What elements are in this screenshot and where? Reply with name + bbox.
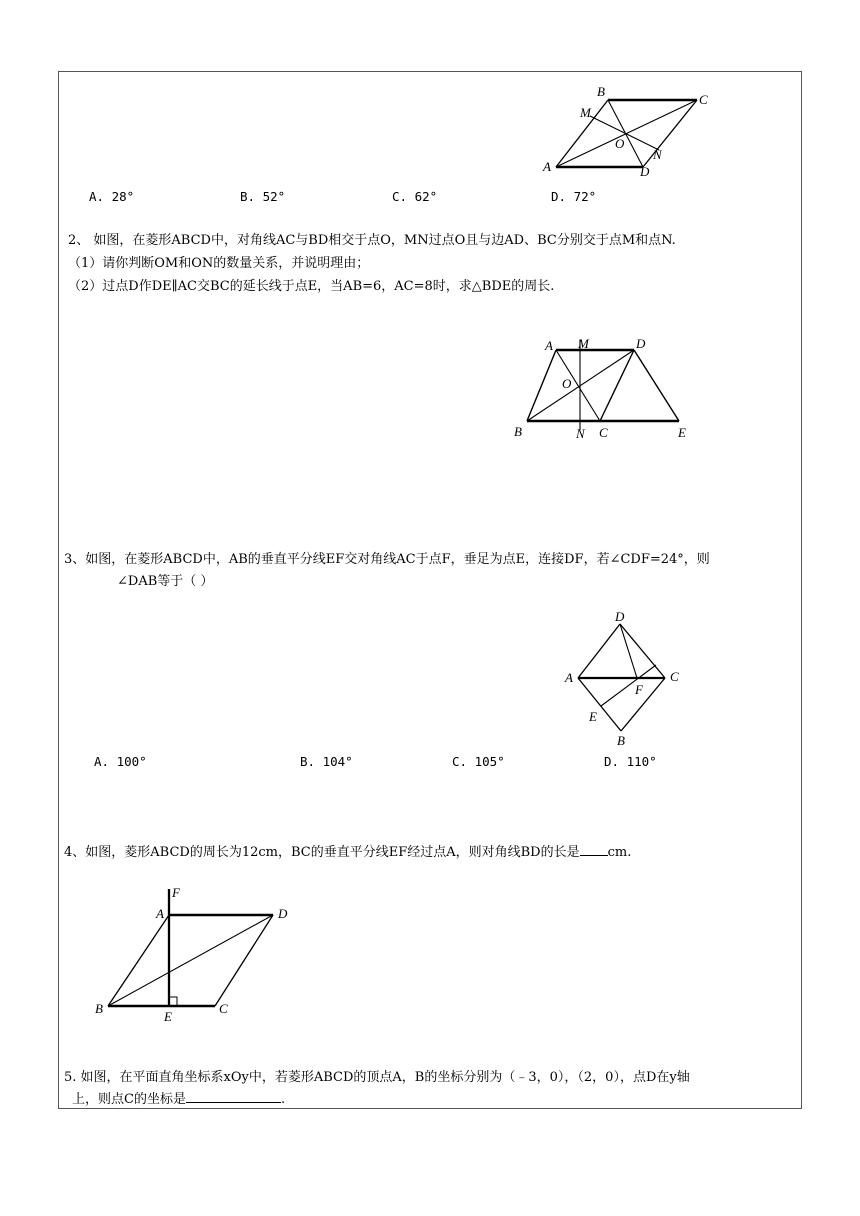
- q2-text-line2: （1）请你判断OM和ON的数量关系，并说明理由；: [68, 256, 370, 271]
- q5-text-after: .: [280, 1092, 286, 1107]
- q4-label-b: B: [95, 1001, 103, 1016]
- q4-label-e: E: [164, 1009, 172, 1024]
- q2-text-line1: 2、 如图，在菱形ABCD中，对角线AC与BD相交于点O，MN过点O且与边AD、BC分别交于点M和点N.: [68, 233, 676, 248]
- q1-figure: [535, 85, 715, 185]
- q3-text-line1: 3、如图，在菱形ABCD中，AB的垂直平分线EF交对角线AC于点F，垂足为点E，连接DF，若∠CDF=24°，则: [64, 552, 710, 567]
- q3-option-d: D. 110°: [604, 754, 657, 769]
- q5-text-line2: [72, 1092, 285, 1108]
- q2-label-c: C: [599, 425, 608, 440]
- q5-text-line1: 5. 如图，在平面直角坐标系xOy中，若菱形ABCD的顶点A，B的坐标分别为（﹣3，0），（2，0），点D在y轴: [64, 1070, 690, 1085]
- q4-text-after: cm.: [607, 845, 632, 860]
- q3-label-a: A: [565, 670, 573, 685]
- q1-option-b: B. 52°: [240, 189, 286, 204]
- q1-label-m: M: [580, 105, 591, 120]
- q5-answer-blank[interactable]: [186, 1102, 281, 1103]
- q3-label-c: C: [670, 669, 679, 684]
- q2-label-o: O: [562, 376, 572, 391]
- q2-label-d: D: [636, 336, 646, 351]
- q4-text-before: 4、如图，菱形ABCD的周长为12cm，BC的垂直平分线EF经过点A，则对角线BD的长是: [64, 845, 580, 860]
- q5-text-before: 上，则点C的坐标是: [72, 1092, 186, 1107]
- q4-label-d: D: [278, 906, 288, 921]
- q1-label-c: C: [699, 92, 708, 107]
- q2-label-m: M: [578, 336, 589, 351]
- q1-label-n: N: [653, 147, 662, 162]
- q4-answer-blank[interactable]: [580, 855, 608, 856]
- q3-label-b: B: [617, 733, 625, 748]
- q2-label-e: E: [678, 425, 686, 440]
- q1-label-o: O: [615, 136, 625, 151]
- q1-option-c: C. 62°: [392, 189, 438, 204]
- q4-label-a: A: [156, 906, 164, 921]
- q2-label-n: N: [576, 426, 585, 441]
- q2-label-b: B: [514, 424, 522, 439]
- q1-option-a: A. 28°: [89, 189, 135, 204]
- q1-option-d: D. 72°: [551, 189, 597, 204]
- q4-figure: [90, 880, 300, 1024]
- q3-figure: [560, 605, 700, 750]
- q3-option-b: B. 104°: [300, 754, 353, 769]
- q2-figure: [505, 335, 705, 445]
- q3-option-a: A. 100°: [94, 754, 147, 769]
- q2-label-a: A: [545, 338, 553, 353]
- q1-label-d: D: [640, 164, 650, 179]
- q4-label-c: C: [219, 1001, 228, 1016]
- q4-label-f: F: [172, 885, 180, 900]
- q1-label-b: B: [597, 84, 605, 99]
- q2-text-line3: （2）过点D作DE∥AC交BC的延长线于点E，当AB=6，AC=8时，求△BDE的周长.: [68, 279, 555, 294]
- q4-text: [64, 845, 631, 861]
- q3-option-c: C. 105°: [452, 754, 505, 769]
- q3-label-d: D: [615, 609, 625, 624]
- q3-label-f: F: [635, 682, 643, 697]
- q1-label-a: A: [543, 159, 551, 174]
- q3-text-line2: ∠DAB等于（ ）: [117, 574, 214, 589]
- q3-label-e: E: [589, 709, 597, 724]
